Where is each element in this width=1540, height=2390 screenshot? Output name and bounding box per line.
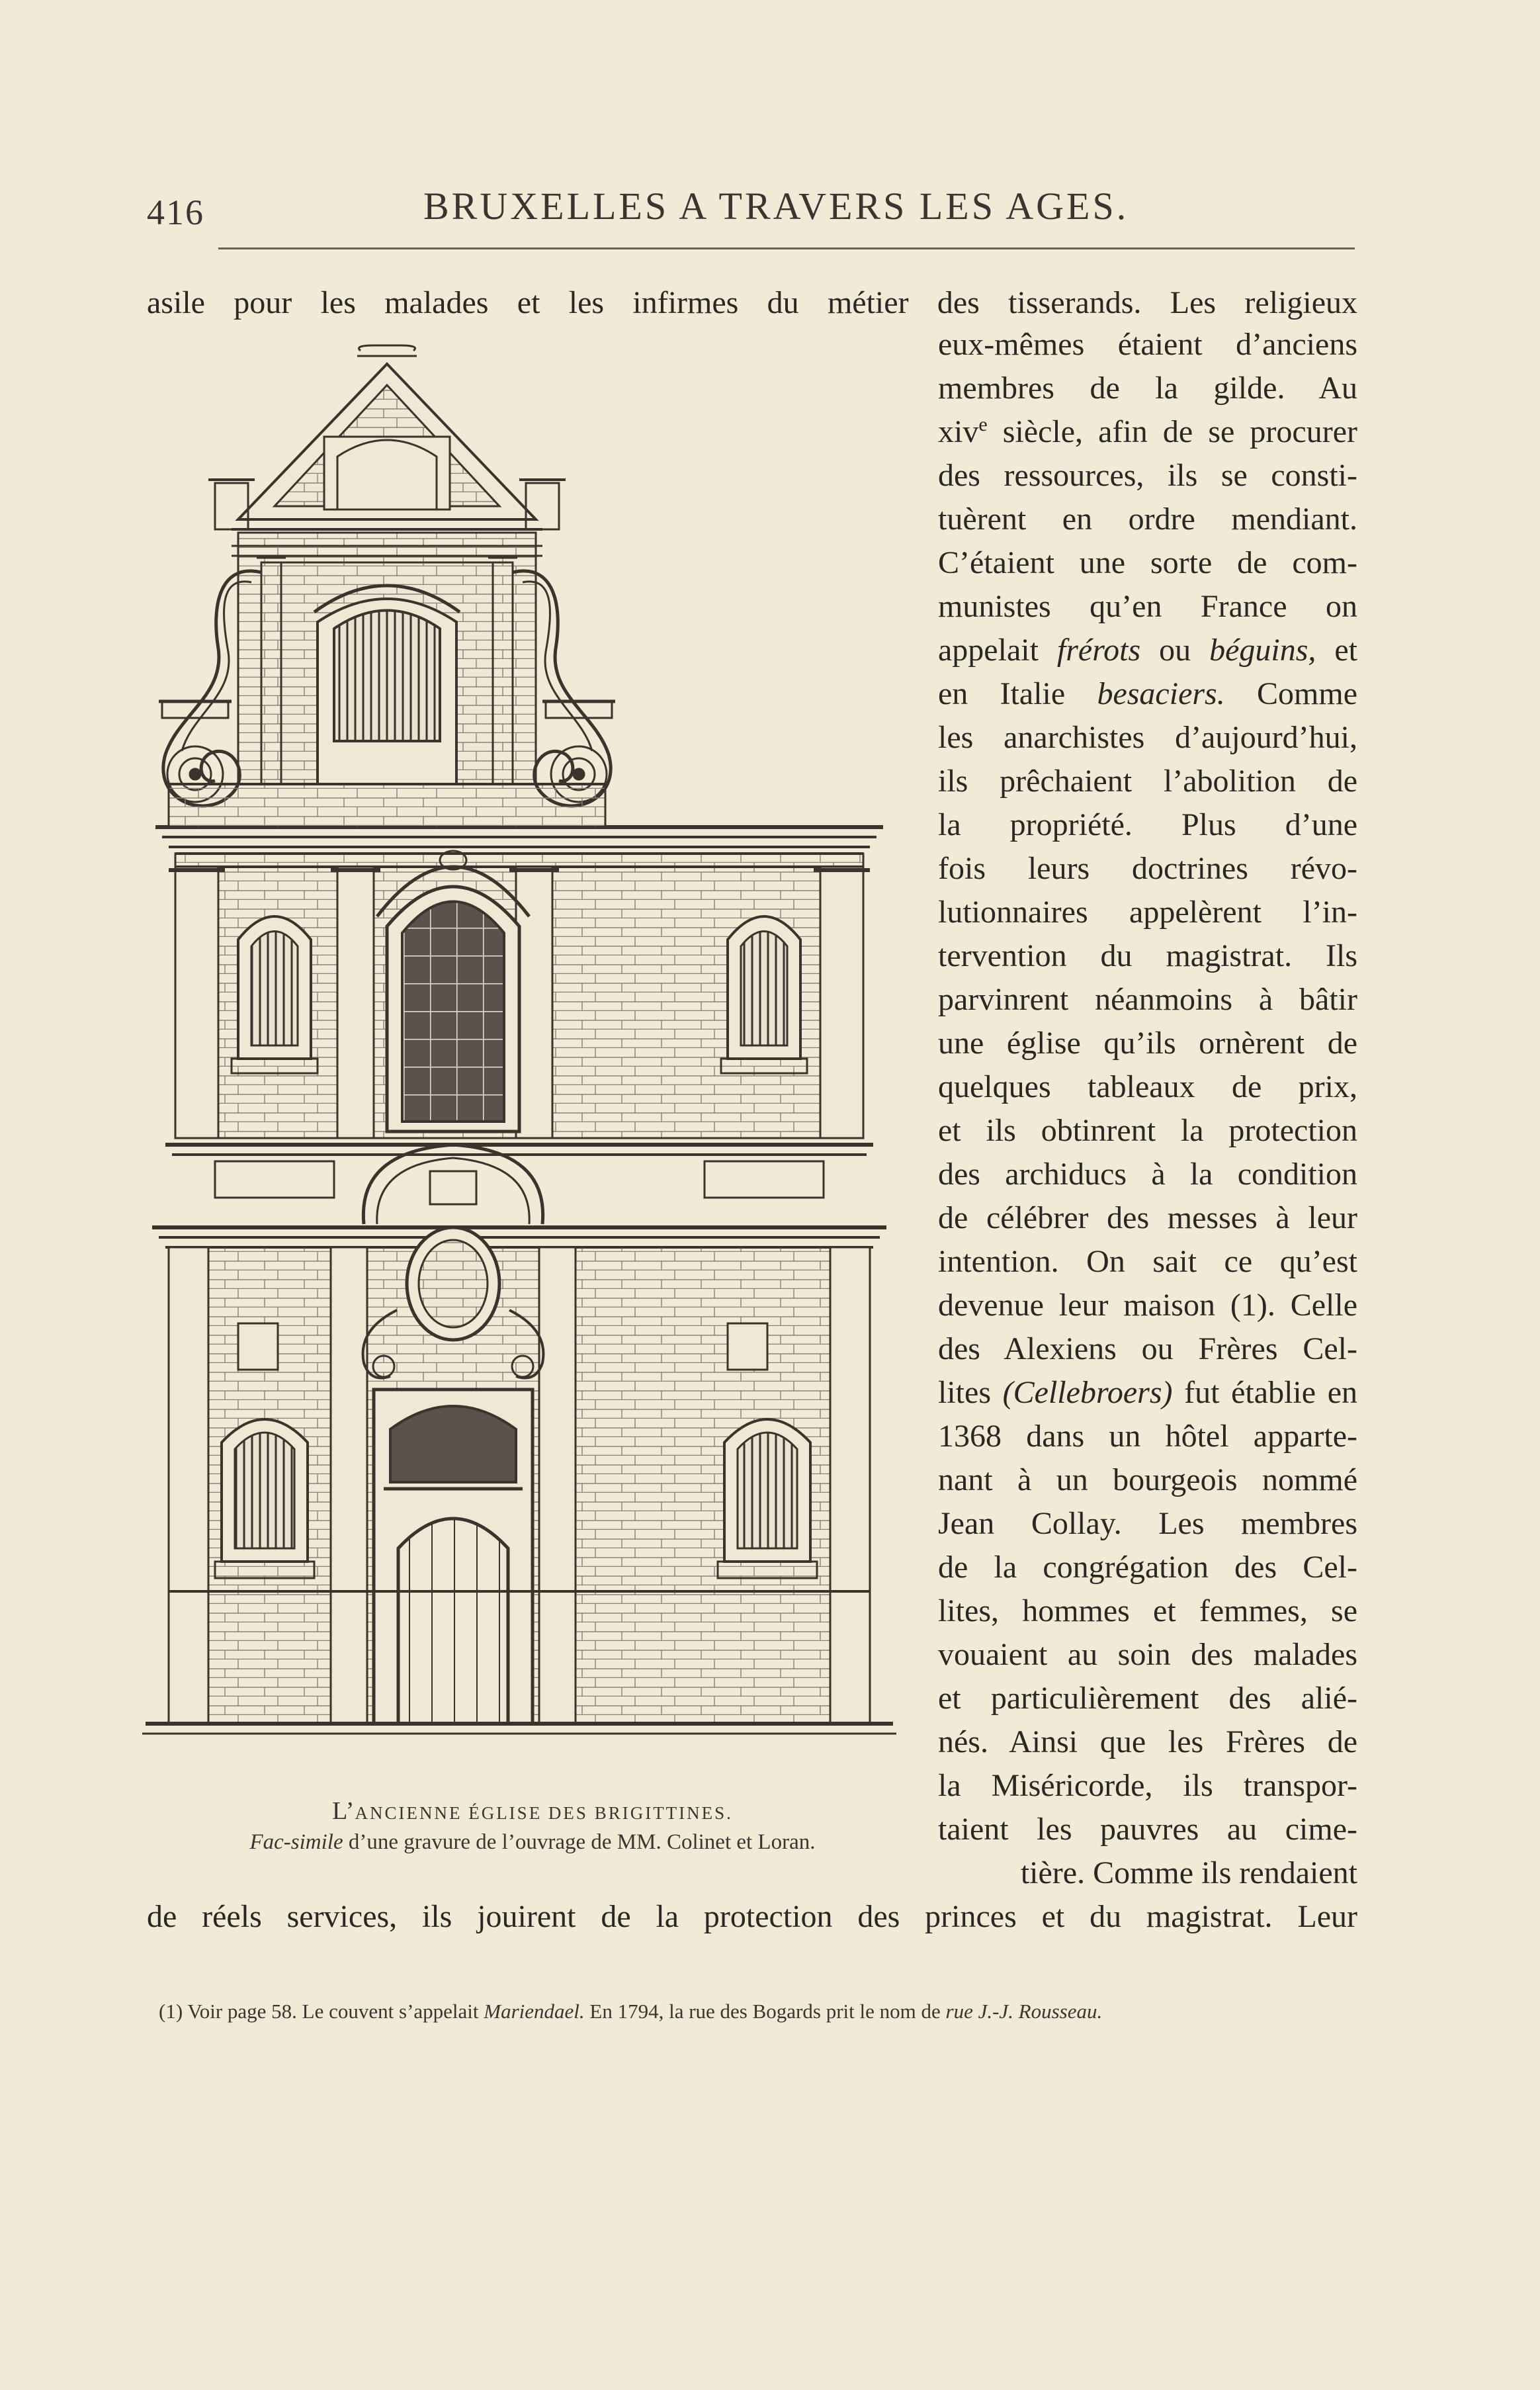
text-line: C’étaient une sorte de com- [938,545,1357,580]
text-line: lites (Cellebroers) fut établie en [938,1375,1357,1410]
text-line: ils prêchaient l’abolition de [938,764,1357,799]
text-line: parvinrent néanmoins à bâtir [938,982,1357,1017]
text-line: des archiducs à la condition [938,1157,1357,1192]
text-line: quelques tableaux de prix, [938,1069,1357,1104]
text-line: fois leurs doctrines révo- [938,851,1357,886]
text-line: asile pour les malades et les infirmes du métier des tisserands. Les religieux [147,285,1357,320]
text-line: tuèrent en ordre mendiant. [938,502,1357,537]
text-line: de la congrégation des Cel- [938,1550,1357,1585]
text-line: des ressources, ils se consti- [938,458,1357,493]
page-number: 416 [147,193,204,232]
text-line: et particulièrement des alié- [938,1681,1357,1716]
text-line: lites, hommes et femmes, se [938,1593,1357,1628]
figure-caption-credit: Fac-simile d’une gravure de l’ouvrage de MM. Colinet et Loran. [249,1830,816,1854]
text-line: tervention du magistrat. Ils [938,938,1357,973]
text-line: xiv$^e$ siècle, afin de se procurer [938,414,1357,449]
text-line: 1368 dans un hôtel apparte- [938,1419,1357,1454]
text-line: nés. Ainsi que les Frères de [938,1724,1357,1759]
text-line: nant à un bourgeois nommé [938,1462,1357,1497]
text-line: lutionnaires appelèrent l’in- [938,895,1357,930]
text-line: vouaient au soin des malades [938,1637,1357,1672]
text-line: la Miséricorde, ils transpor- [938,1768,1357,1803]
header-rule [218,247,1355,249]
text-line: des Alexiens ou Frères Cel- [938,1331,1357,1366]
text-line: les anarchistes d’aujourd’hui, [938,720,1357,755]
text-line: une église qu’ils ornèrent de [938,1026,1357,1061]
text-line: taient les pauvres au cime- [938,1812,1357,1847]
text-line: de célébrer des messes à leur [938,1200,1357,1235]
text-line: et ils obtinrent la protection [938,1113,1357,1148]
text-line: munistes qu’en France on [938,589,1357,624]
text-line: en Italie besaciers. Comme [938,676,1357,711]
figure-caption-title: L’ANCIENNE ÉGLISE DES BRIGITTINES. [332,1797,733,1825]
text-line: tière. Comme ils rendaient [1020,1855,1357,1890]
text-line: appelait frérots ou béguins, et [938,633,1357,668]
text-line: membres de la gilde. Au [938,371,1357,406]
church-facade-engraving [139,344,900,1787]
text-line: devenue leur maison (1). Celle [938,1288,1357,1323]
text-line: eux-mêmes étaient d’anciens [938,327,1357,362]
running-title: BRUXELLES A TRAVERS LES AGES. [423,185,1129,228]
text-line: la propriété. Plus d’une [938,807,1357,842]
text-line: de réels services, ils jouirent de la protection des princes et du magistrat. Leur [147,1899,1357,1934]
footnote: (1) Voir page 58. Le couvent s’appelait Mariendael. En 1794, la rue des Bogards prit le nom de rue J.-J. Rousseau. [159,2000,1103,2023]
text-line: Jean Collay. Les membres [938,1506,1357,1541]
text-line: intention. On sait ce qu’est [938,1244,1357,1279]
